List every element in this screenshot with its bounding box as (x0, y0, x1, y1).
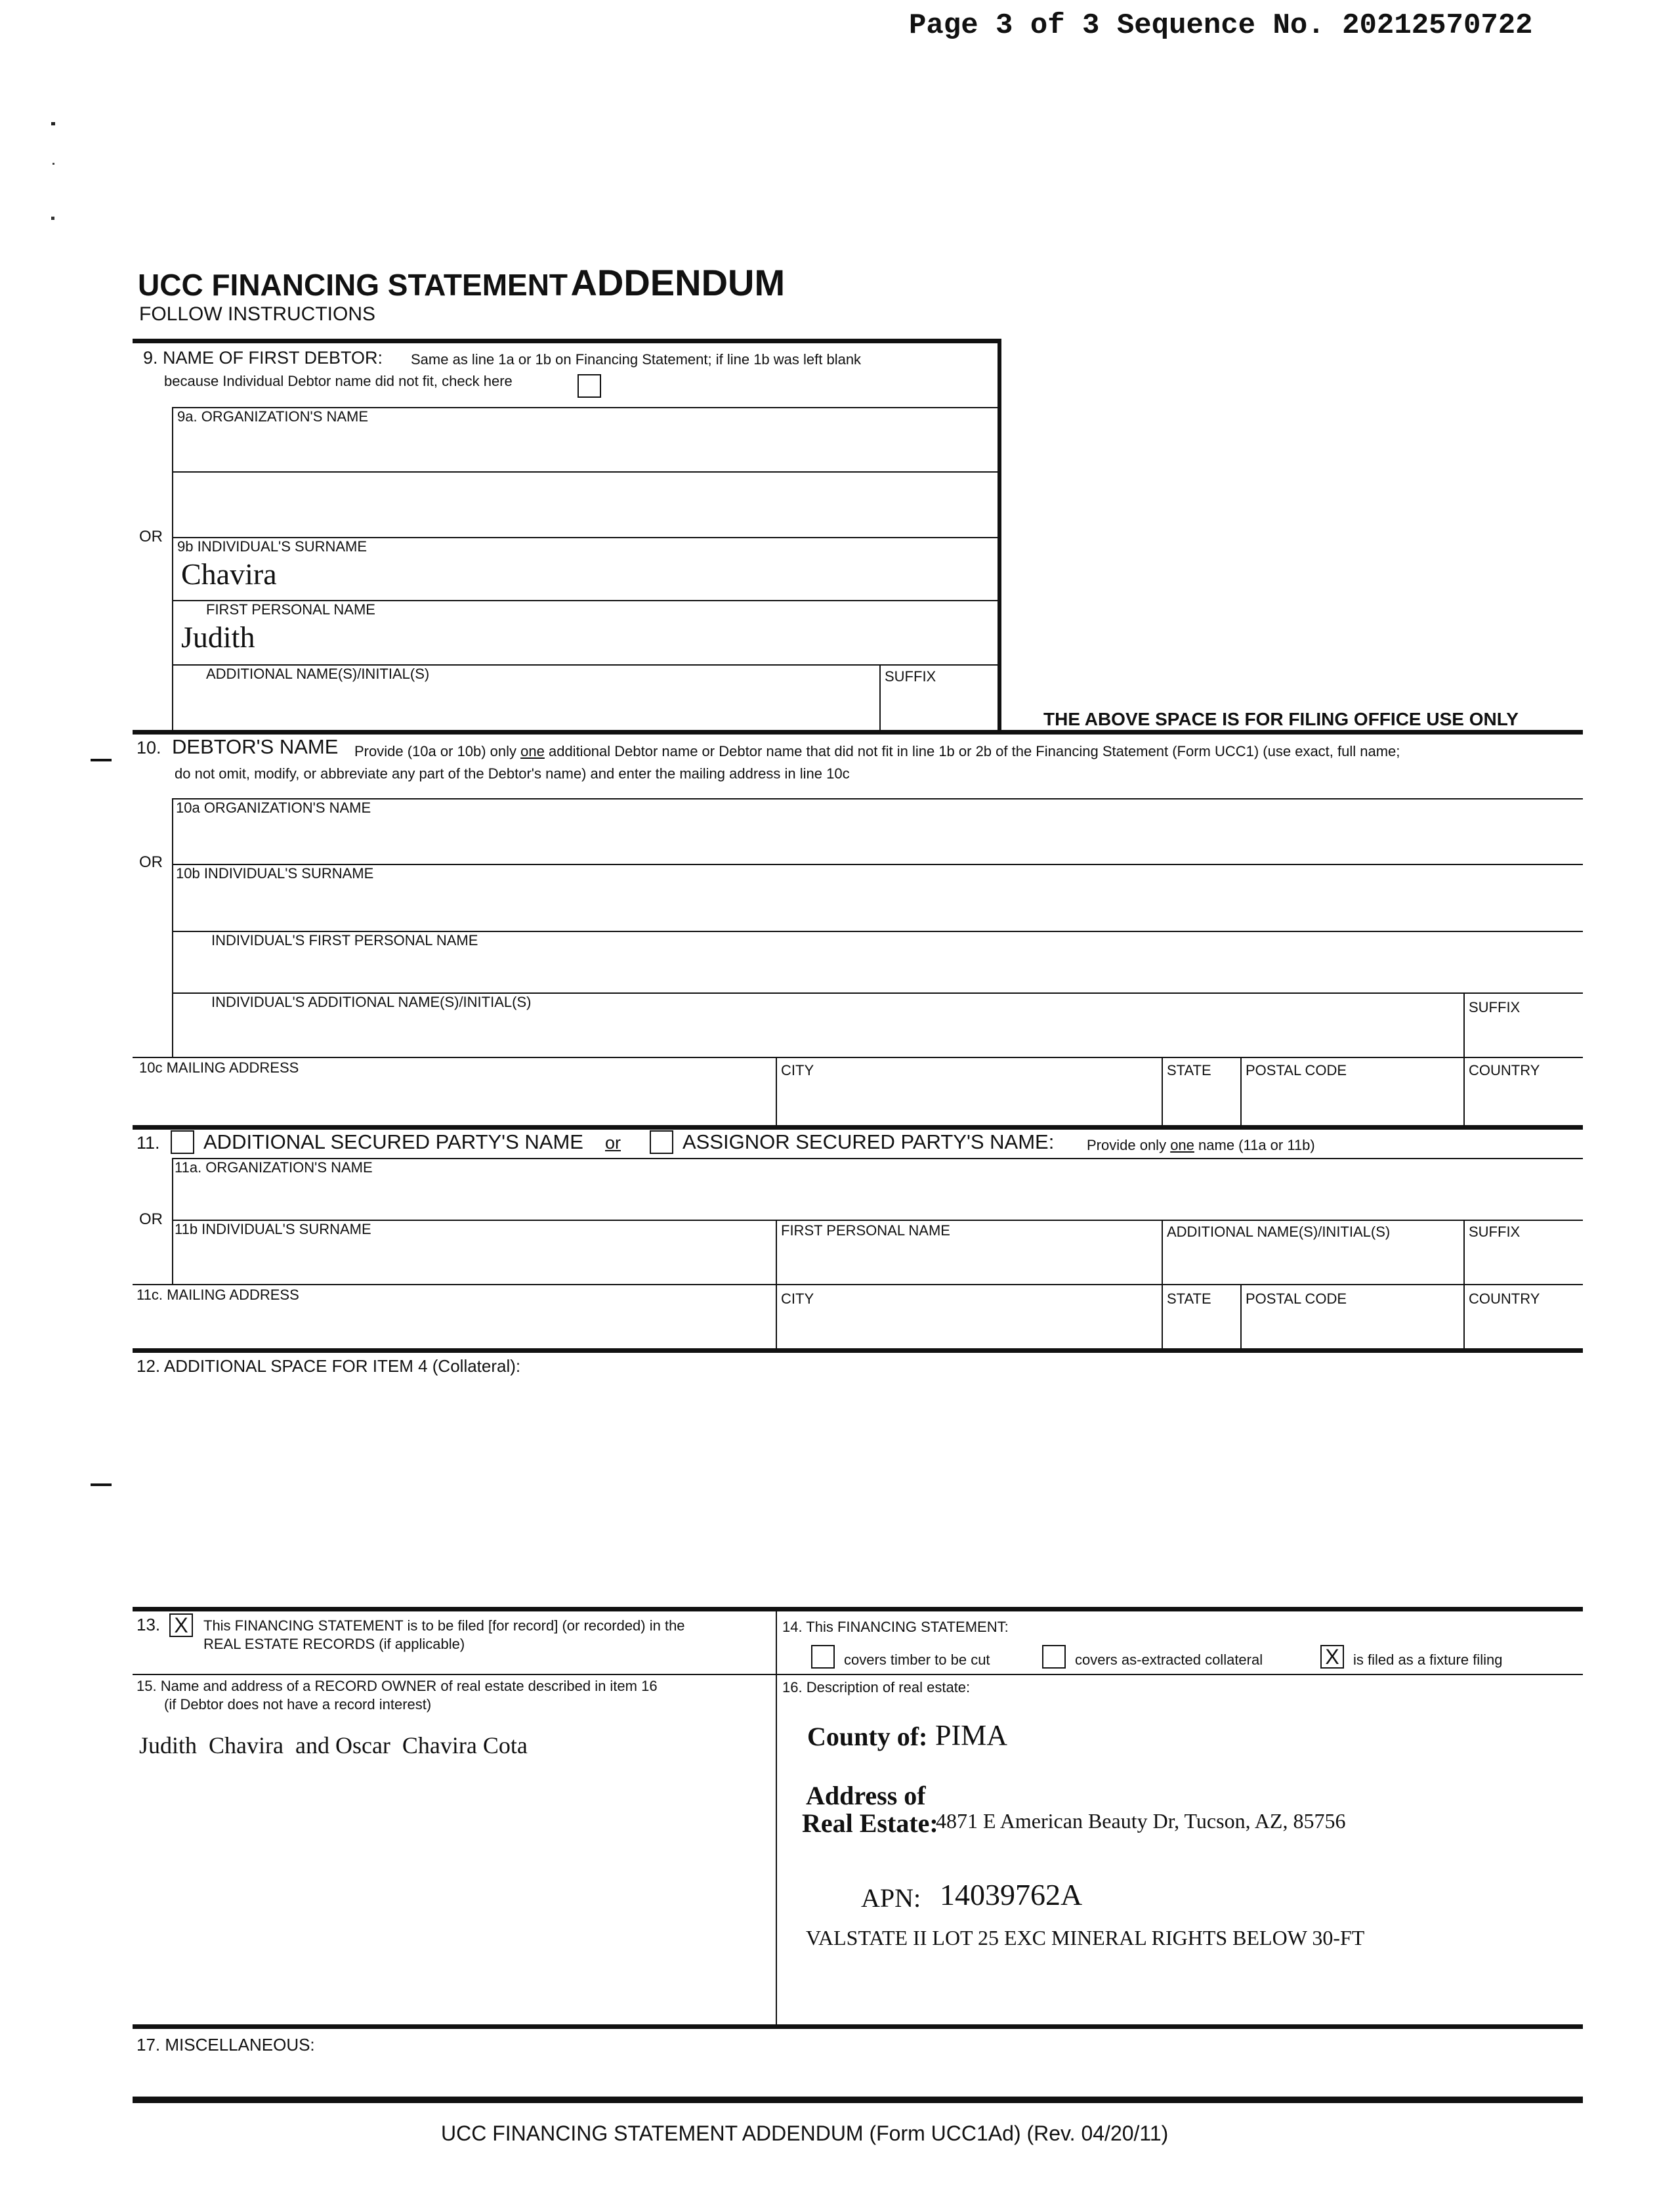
s11-additional-checkbox[interactable] (171, 1130, 194, 1154)
s11-first-name-label: FIRST PERSONAL NAME (781, 1222, 950, 1239)
s14-fixture-label: is filed as a fixture filing (1353, 1652, 1503, 1668)
s10-top-rule (133, 730, 1583, 735)
s9-inner-left (172, 407, 173, 731)
s12-top-rule (133, 1348, 1583, 1353)
s16-address-value: 4871 E American Beauty Dr, Tucson, AZ, 85756 (936, 1809, 1346, 1833)
s13-s14-divider (776, 1607, 777, 2026)
s9-note-line2: because Individual Debtor name did not fit, check here (164, 373, 513, 389)
s16-county-label: County of: (807, 1722, 928, 1751)
s11-additional-label: ADDITIONAL SECURED PARTY'S NAME (203, 1130, 583, 1153)
scan-speck (51, 122, 55, 125)
s9-first-name-value: Judith (181, 620, 255, 654)
s11-additional-name-label: ADDITIONAL NAME(S)/INITIAL(S) (1167, 1224, 1391, 1240)
s10-rule (172, 864, 1583, 865)
scan-speck (52, 163, 54, 165)
s14-timber-checkbox[interactable] (811, 1645, 835, 1669)
s9-heading: 9. NAME OF FIRST DEBTOR: (143, 348, 383, 368)
s11-state-label: STATE (1167, 1290, 1211, 1307)
s11a-org-label: 11a. ORGANIZATION'S NAME (175, 1159, 373, 1176)
s14-timber-label: covers timber to be cut (844, 1652, 990, 1668)
s10-postal-divider (1240, 1057, 1242, 1126)
s16-county-value: PIMA (935, 1719, 1008, 1751)
s10c-mailing-label: 10c MAILING ADDRESS (139, 1059, 299, 1076)
s12-heading: 12. ADDITIONAL SPACE FOR ITEM 4 (Collateral): (136, 1356, 521, 1376)
form-title-main: UCC FINANCING STATEMENT (138, 268, 568, 302)
s14-heading: 14. This FINANCING STATEMENT: (782, 1619, 1009, 1635)
s10-city-divider (776, 1057, 777, 1126)
s13-num: 13. (136, 1615, 161, 1634)
s11-note: Provide only one name (11a or 11b) (1087, 1137, 1315, 1153)
s10-suffix-divider (1463, 992, 1465, 1058)
s16-apn-value: 14039762A (940, 1878, 1083, 1911)
s10-heading: DEBTOR'S NAME (172, 735, 339, 758)
s10-inner-left (172, 798, 173, 1058)
s11-rule (133, 1284, 1583, 1285)
page-sequence-header: Page 3 of 3 Sequence No. 20212570722 (909, 9, 1533, 42)
s17-top-rule (133, 2024, 1583, 2029)
s10a-org-label: 10a ORGANIZATION'S NAME (176, 799, 371, 816)
s9-top-rule (133, 339, 1001, 343)
s10-rule (172, 798, 1583, 799)
s11-country-label: COUNTRY (1469, 1290, 1540, 1307)
s15-label-line1: 15. Name and address of a RECORD OWNER of real estate described in item 16 (136, 1678, 658, 1694)
form-title (138, 261, 785, 304)
s11-suffix-label: SUFFIX (1469, 1224, 1521, 1240)
s9-right-border (998, 339, 1001, 731)
s11-first-divider (776, 1220, 777, 1285)
follow-instructions: FOLLOW INSTRUCTIONS (139, 303, 376, 325)
s9-first-debtor-checkbox[interactable] (578, 374, 601, 398)
scan-speck (51, 217, 54, 220)
form-footer: UCC FINANCING STATEMENT ADDENDUM (Form UCC1Ad) (Rev. 04/20/11) (441, 2121, 1169, 2145)
s11-city-divider (776, 1284, 777, 1351)
s11-postal-label: POSTAL CODE (1246, 1290, 1347, 1307)
s9b-surname-value: Chavira (181, 557, 277, 591)
s10-rule (133, 1057, 1583, 1058)
margin-dash (91, 759, 112, 761)
s16-legal-description: VALSTATE II LOT 25 EXC MINERAL RIGHTS BELOW 30-FT (806, 1926, 1365, 1950)
s16-address-label-line2: Real Estate: (802, 1808, 938, 1838)
s13-text-line1: This FINANCING STATEMENT is to be filed [for record] (or recorded) in the (203, 1617, 685, 1634)
s9-additional-label: ADDITIONAL NAME(S)/INITIAL(S) (206, 666, 430, 682)
s11-num: 11. (136, 1133, 160, 1153)
margin-dash (91, 1483, 112, 1486)
s15-top-rule (133, 1674, 1583, 1675)
s9b-surname-label: 9b INDIVIDUAL'S SURNAME (177, 538, 368, 555)
s13-text-line2: REAL ESTATE RECORDS (if applicable) (203, 1636, 465, 1652)
s11-rule (172, 1158, 1583, 1159)
s9-suffix-label: SUFFIX (885, 668, 936, 685)
s17-bottom-rule (133, 2097, 1583, 2103)
s10-city-label: CITY (781, 1062, 814, 1078)
s10-or-label: OR (139, 853, 163, 871)
s10-suffix-label: SUFFIX (1469, 999, 1521, 1015)
s16-apn-label: APN: (861, 1883, 921, 1913)
s10-note-line1: Provide (10a or 10b) only one additional Debtor name or Debtor name that did not fit in line 1b or 2b of the Financing Statement (Form UCC1) (use exact, full name; (354, 743, 1400, 759)
s9-note-line1: Same as line 1a or 1b on Financing Statement; if line 1b was left blank (411, 351, 862, 368)
s10-first-name-label: INDIVIDUAL'S FIRST PERSONAL NAME (211, 932, 478, 948)
s16-address-label-line1: Address of (806, 1781, 926, 1810)
s10-postal-label: POSTAL CODE (1246, 1062, 1347, 1078)
s9a-org-label: 9a. ORGANIZATION'S NAME (177, 408, 369, 425)
s11-top-rule (133, 1125, 1583, 1130)
s11-postal-divider (1240, 1284, 1242, 1351)
s11-rule (172, 1220, 1583, 1221)
s10-country-divider (1463, 1057, 1465, 1126)
s10-state-divider (1162, 1057, 1163, 1126)
s15-record-owner: Judith Chavira and Oscar Chavira Cota (139, 1732, 528, 1758)
s11-assignor-checkbox[interactable] (650, 1130, 673, 1154)
s14-extracted-label: covers as-extracted collateral (1075, 1652, 1263, 1668)
s11-assignor-label: ASSIGNOR SECURED PARTY'S NAME: (682, 1130, 1055, 1153)
s14-extracted-checkbox[interactable] (1042, 1645, 1066, 1669)
s11-country-divider (1463, 1284, 1465, 1351)
s11-city-label: CITY (781, 1290, 814, 1307)
s11c-mailing-label: 11c. MAILING ADDRESS (136, 1287, 299, 1303)
form-title-addendum: ADDENDUM (570, 262, 786, 303)
s10-note-line2: do not omit, modify, or abbreviate any part of the Debtor's name) and enter the mailing address in line 10c (175, 765, 850, 782)
s11-inner-left (172, 1158, 173, 1285)
s11-suffix-divider (1463, 1220, 1465, 1285)
s11-or-label: OR (139, 1210, 163, 1228)
s11-or-word: or (605, 1133, 621, 1153)
s13-real-estate-checkbox[interactable]: X (169, 1613, 193, 1637)
s11-state-divider (1162, 1284, 1163, 1351)
s9-suffix-divider (879, 664, 881, 731)
s11-additional-divider (1162, 1220, 1163, 1285)
s10-num: 10. (136, 738, 161, 757)
s10-country-label: COUNTRY (1469, 1062, 1540, 1078)
s16-label: 16. Description of real estate: (782, 1679, 971, 1695)
s15-label-line2: (if Debtor does not have a record interest) (164, 1696, 432, 1713)
s10-additional-label: INDIVIDUAL'S ADDITIONAL NAME(S)/INITIAL(S) (211, 994, 532, 1010)
s17-heading: 17. MISCELLANEOUS: (136, 2035, 315, 2055)
s11b-surname-label: 11b INDIVIDUAL'S SURNAME (175, 1221, 371, 1237)
s10b-surname-label: 10b INDIVIDUAL'S SURNAME (176, 865, 374, 882)
s13-top-rule (133, 1607, 1583, 1611)
s9-rule (172, 471, 998, 473)
s14-fixture-checkbox[interactable]: X (1320, 1645, 1344, 1669)
s9-or-label: OR (139, 528, 163, 545)
s9-first-name-label: FIRST PERSONAL NAME (206, 601, 375, 618)
s10-state-label: STATE (1167, 1062, 1211, 1078)
filing-office-note: THE ABOVE SPACE IS FOR FILING OFFICE USE ONLY (1043, 709, 1519, 729)
